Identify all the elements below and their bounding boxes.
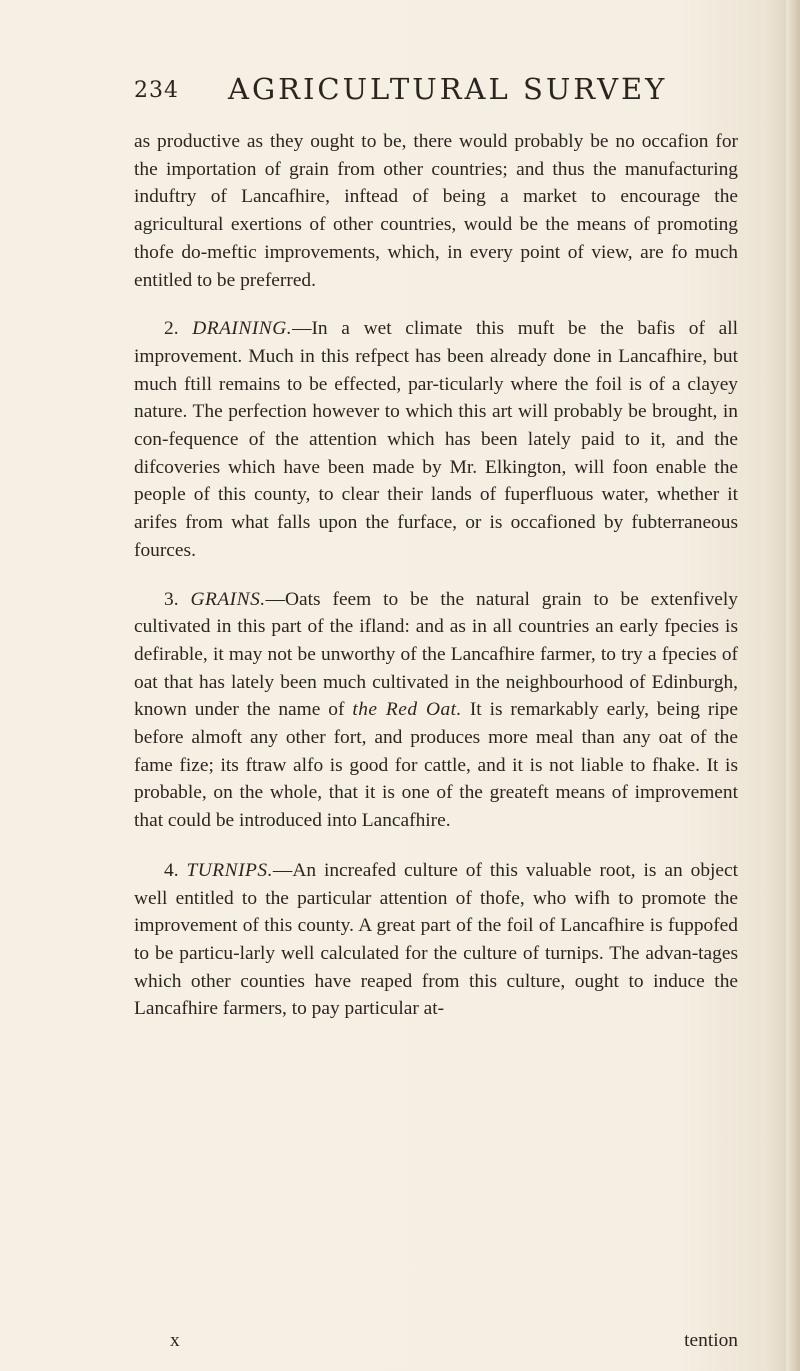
paragraph-draining: [134, 315, 738, 564]
page-header: [134, 72, 734, 112]
catchword: tention: [684, 1330, 738, 1351]
paragraph-continuation: [134, 128, 738, 294]
paragraph-grains: [134, 586, 738, 835]
page-number: 234: [134, 78, 179, 103]
paragraph-text: —An increafed culture of this valuable root, is an object well entitled to the particular attention of thofe, who wifh to promote the improvement of this county. A great part of the foil of Lancafhire is fuppofed to be particu-larly well calculated for the culture of turnips. The advan-tages which other counties have reaped from this culture, ought to induce the Lancafhire farmers, to pay particular at-: [134, 859, 738, 1020]
section-number: 3.: [164, 588, 179, 610]
section-heading-turnips: TURNIPS.: [186, 859, 273, 881]
paragraph-text: —In a wet climate this muft be the bafis of all improvement. Much in this refpect has been already done in Lancafhire, but much ftill remains to be effected, par-ticularly where the foil is of a clayey nature. The perfection however to which this art will probably be brought, in con-fequence of the attention which has been lately paid to it, and the difcoveries which have been made by Mr. Elkington, will foon enable the people of this county, to clear their lands of fuperfluous water, whether it arifes from what falls upon the furface, or is occafioned by fubterraneous fources.: [134, 318, 738, 561]
paragraph-text: —Oats feem to be the natural grain to be extenfively cultivated in this part of the ifland: and as in all countries an early fpecies is defirable, it may not be unworthy of the Lancafhire farmer, to try a fpecies of oat that has lately been much cultivated in the neighbourhood of Edinburgh, known under the name of: [134, 588, 738, 721]
paragraph-text-continued: It is remarkably early, being ripe before almoft any other fort, and produces more meal than any oat of the fame fize; its ftraw alfo is good for cattle, and it is not liable to fhake. It is probable, on the whole, that it is one of the greateft means of improvement that could be introduced into Lancafhire.: [134, 699, 738, 832]
paragraph-turnips: [134, 857, 738, 1023]
section-number: 2.: [164, 318, 179, 340]
paragraph-text: as productive as they ought to be, there would probably be no occafion for the importation of grain from other countries; and thus the manufacturing induftry of Lancafhire, inftead of being a market to encourage the agricultural exertions of other countries, would be the means of promoting thofe do-meftic improvements, which, in every point of view, are fo much entitled to be preferred.: [134, 131, 738, 291]
section-heading-draining: DRAINING.: [192, 318, 293, 340]
page-edge: [786, 0, 800, 1371]
italic-phrase-red-oat: the Red Oat.: [352, 699, 462, 721]
body-text: [134, 128, 738, 1023]
running-head: AGRICULTURAL SURVEY: [228, 72, 668, 106]
section-number: 4.: [164, 859, 179, 881]
signature-mark: x: [170, 1330, 180, 1351]
page-footer: [134, 1330, 738, 1358]
section-heading-grains: GRAINS.: [190, 588, 266, 610]
